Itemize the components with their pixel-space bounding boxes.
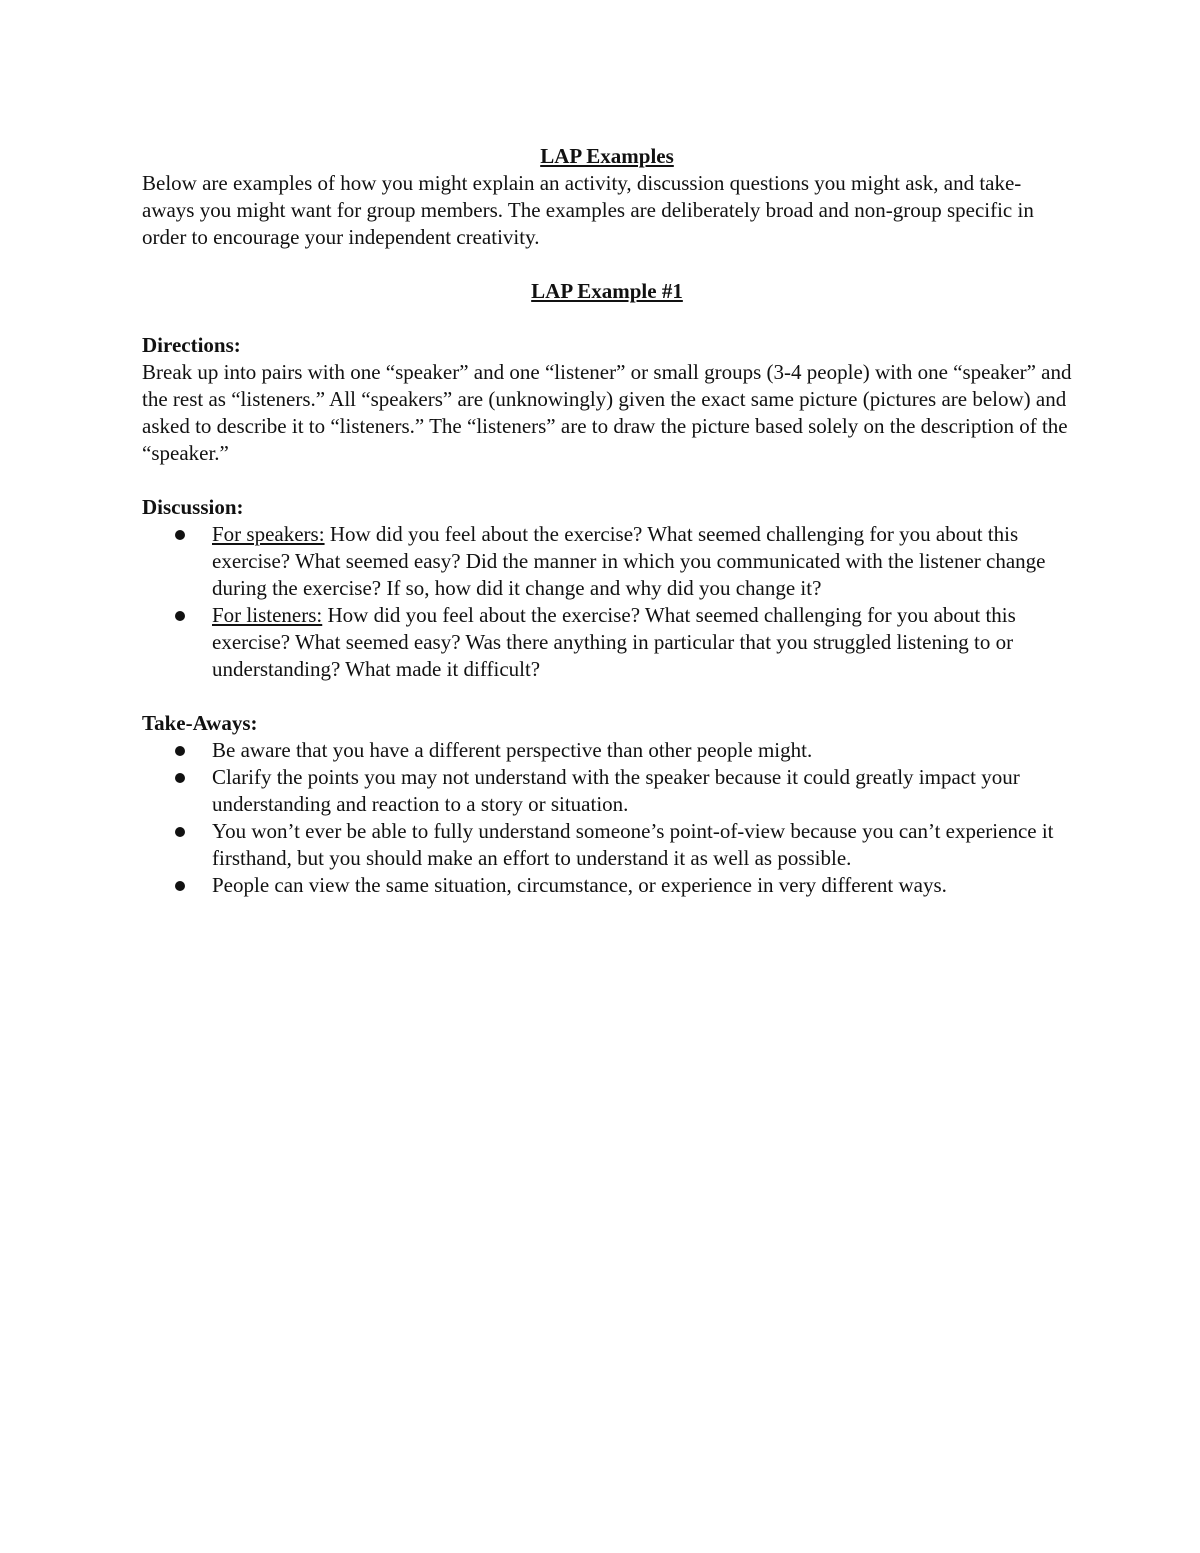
takeaway-item-text: Be aware that you have a different perspective than other people might. — [212, 738, 813, 762]
bullet-icon — [175, 773, 185, 783]
discussion-list — [142, 521, 1072, 683]
takeaway-item — [142, 818, 1072, 872]
takeaway-item — [142, 764, 1072, 818]
takeaway-item-text: Clarify the points you may not understand with the speaker because it could greatly impact your understanding and reaction to a story or situation. — [212, 765, 1020, 816]
takeaway-item — [142, 872, 1072, 899]
directions-heading: Directions: — [142, 333, 241, 357]
takeaway-item — [142, 737, 1072, 764]
discussion-item-text: How did you feel about the exercise? What seemed challenging for you about this exercise? What seemed easy? Did the manner in which you communicated with the listener change during the exercise? If so, how did it change and why did you change it? — [212, 522, 1046, 600]
directions-text: Break up into pairs with one “speaker” and one “listener” or small groups (3-4 people) with one “speaker” and the rest as “listeners.” All “speakers” are (unknowingly) given the exact same picture (pictures are below) and asked to describe it to “listeners.” The “listeners” are to draw the picture based solely on the description of the “speaker.” — [142, 360, 1072, 465]
document-content — [142, 143, 1072, 899]
takeaways-list — [142, 737, 1072, 899]
document-title: LAP Examples — [540, 144, 674, 168]
bullet-icon — [175, 827, 185, 837]
takeaways-heading: Take-Aways: — [142, 711, 258, 735]
discussion-item-label: For speakers: — [212, 522, 325, 546]
bullet-icon — [175, 746, 185, 756]
discussion-item-label: For listeners: — [212, 603, 323, 627]
takeaway-item-text: People can view the same situation, circumstance, or experience in very different ways. — [212, 873, 947, 897]
bullet-icon — [175, 611, 185, 621]
takeaway-item-text: You won’t ever be able to fully understand someone’s point-of-view because you can’t experience it firsthand, but you should make an effort to understand it as well as possible. — [212, 819, 1054, 870]
bullet-icon — [175, 530, 185, 540]
discussion-item-text: How did you feel about the exercise? What seemed challenging for you about this exercise? What seemed easy? Was there anything in particular that you struggled listening to or understanding? What made it difficult? — [212, 603, 1016, 681]
discussion-item — [142, 602, 1072, 683]
intro-paragraph: Below are examples of how you might explain an activity, discussion questions you might ask, and take-aways you might want for group members. The examples are deliberately broad and non-group specific in order to encourage your independent creativity. — [142, 171, 1034, 249]
discussion-heading: Discussion: — [142, 495, 244, 519]
discussion-item — [142, 521, 1072, 602]
bullet-icon — [175, 881, 185, 891]
example-title: LAP Example #1 — [531, 279, 683, 303]
